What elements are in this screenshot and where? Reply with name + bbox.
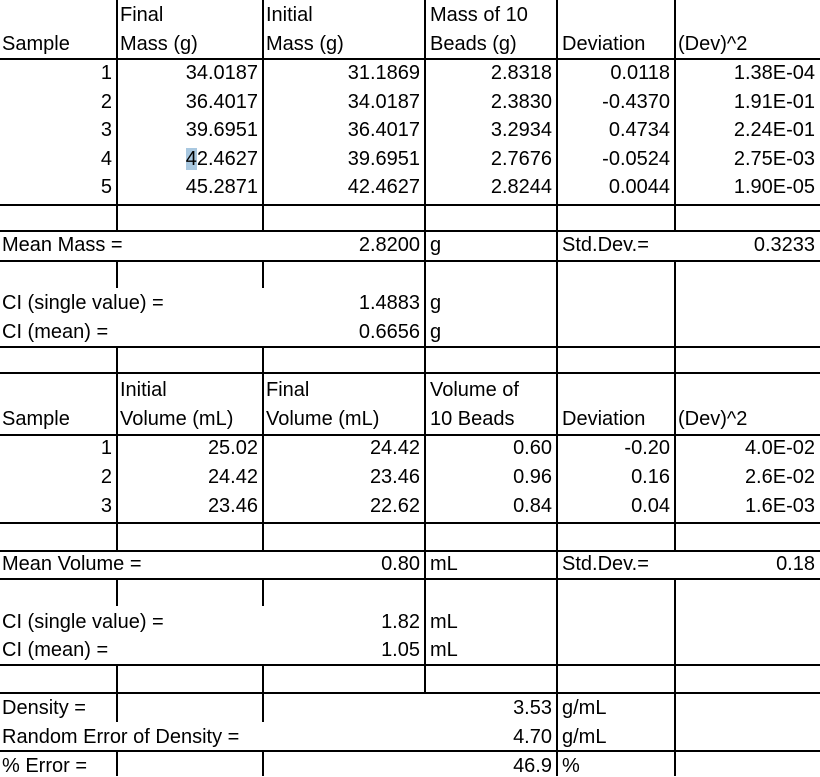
random-error-value[interactable]: 4.70: [513, 726, 552, 748]
mass-row-3-initial[interactable]: 36.4017: [347, 119, 420, 141]
volume-std-dev-value[interactable]: 0.18: [776, 553, 815, 575]
mass-row-1-dev2[interactable]: 1.38E-04: [733, 62, 815, 84]
grid-vline: [262, 204, 264, 230]
grid-vline: [424, 288, 426, 346]
vol-ci-mean-value[interactable]: 1.05: [381, 639, 420, 661]
grid-vline: [262, 664, 264, 692]
grid-vline: [556, 372, 558, 434]
mass-row-5-deviation[interactable]: 0.0044: [608, 176, 670, 198]
mass-std-dev-label: Std.Dev.=: [562, 234, 649, 256]
grid-hline: [0, 578, 820, 580]
text-selection-highlight: 4: [185, 148, 197, 170]
mass-initial-subheader: Mass (g): [266, 33, 344, 55]
grid-hline: [0, 664, 820, 666]
vol-row-3-initial[interactable]: 23.46: [207, 495, 258, 517]
mass-row-5-sample[interactable]: 5: [100, 176, 112, 198]
grid-vline: [556, 664, 558, 692]
vol-row-1-beads[interactable]: 0.60: [513, 437, 552, 459]
mass-row-5-beads[interactable]: 2.8244: [490, 176, 552, 198]
mean-mass-label: Mean Mass =: [2, 234, 123, 256]
mass-row-1-beads[interactable]: 2.8318: [490, 62, 552, 84]
mass-initial-header: Initial: [266, 4, 313, 26]
grid-hline: [0, 692, 820, 694]
vol-ci-single-unit: mL: [430, 611, 458, 633]
grid-vline: [116, 204, 118, 230]
mass-row-3-final[interactable]: 39.6951: [185, 119, 258, 141]
grid-vline: [116, 664, 118, 692]
mass-row-4-initial[interactable]: 39.6951: [347, 148, 420, 170]
vol-row-3-dev2[interactable]: 1.6E-03: [744, 495, 815, 517]
vol-row-3-final[interactable]: 22.62: [369, 495, 420, 517]
mass-std-dev-value[interactable]: 0.3233: [753, 234, 815, 256]
vol-row-2-final[interactable]: 23.46: [369, 466, 420, 488]
grid-vline: [424, 578, 426, 606]
grid-vline: [674, 372, 676, 434]
mass-row-4-sample[interactable]: 4: [100, 148, 112, 170]
mass-dev2-header: (Dev)^2: [678, 33, 748, 55]
grid-vline: [116, 372, 118, 434]
grid-vline: [674, 346, 676, 372]
vol-row-2-sample[interactable]: 2: [100, 466, 112, 488]
grid-hline: [0, 58, 820, 60]
grid-vline: [262, 522, 264, 550]
mass-final-subheader: Mass (g): [120, 33, 198, 55]
grid-hline: [0, 522, 820, 524]
grid-vline: [674, 606, 676, 664]
mass-beads-header: Mass of 10: [430, 4, 528, 26]
mass-row-3-sample[interactable]: 3: [100, 119, 112, 141]
mass-ci-single-unit: g: [430, 292, 442, 314]
vol-final-header: Final: [266, 379, 310, 401]
grid-vline: [116, 692, 118, 722]
vol-row-2-beads[interactable]: 0.96: [513, 466, 552, 488]
vol-final-subheader: Volume (mL): [266, 408, 380, 430]
vol-ci-single-label: CI (single value) =: [2, 611, 164, 633]
grid-vline: [556, 260, 558, 288]
mass-row-1-final[interactable]: 34.0187: [185, 62, 258, 84]
grid-vline: [424, 372, 426, 434]
grid-vline: [556, 578, 558, 606]
grid-vline: [556, 230, 558, 260]
grid-vline: [116, 0, 118, 58]
grid-vline: [674, 288, 676, 346]
grid-vline: [116, 522, 118, 550]
mass-beads-subheader: Beads (g): [430, 33, 517, 55]
density-unit: g/mL: [562, 697, 607, 719]
percent-error-value[interactable]: 46.9: [513, 755, 552, 777]
vol-row-2-dev2[interactable]: 2.6E-02: [744, 466, 815, 488]
grid-vline: [262, 0, 264, 60]
grid-vline: [424, 606, 426, 664]
vol-dev2-header: (Dev)^2: [678, 408, 748, 430]
grid-vline: [674, 522, 676, 550]
mass-row-3-beads[interactable]: 3.2934: [490, 119, 552, 141]
density-value[interactable]: 3.53: [513, 697, 552, 719]
vol-row-2-initial[interactable]: 24.42: [207, 466, 258, 488]
mean-mass-value[interactable]: 2.8200: [358, 234, 420, 256]
mass-row-2-final[interactable]: 36.4017: [185, 91, 258, 113]
mass-row-4-final[interactable]: 42.4627: [185, 148, 258, 170]
grid-vline: [424, 550, 426, 578]
mass-row-5-dev2[interactable]: 1.90E-05: [733, 176, 815, 198]
grid-hline: [0, 346, 820, 348]
percent-error-label: % Error =: [2, 755, 88, 777]
vol-beads-subheader: 10 Beads: [430, 408, 515, 430]
grid-vline: [262, 750, 264, 776]
grid-vline: [262, 346, 264, 372]
grid-vline: [116, 260, 118, 288]
grid-vline: [674, 260, 676, 288]
grid-vline: [674, 578, 676, 606]
grid-vline: [116, 346, 118, 372]
grid-vline: [674, 692, 676, 776]
grid-vline: [556, 346, 558, 372]
percent-error-unit: %: [562, 755, 580, 777]
mass-row-1-initial[interactable]: 31.1869: [347, 62, 420, 84]
mass-ci-single-label: CI (single value) =: [2, 292, 164, 314]
mass-row-2-dev2[interactable]: 1.91E-01: [733, 91, 815, 113]
grid-vline: [674, 664, 676, 692]
mass-row-2-sample[interactable]: 2: [100, 91, 112, 113]
random-error-label: Random Error of Density =: [2, 726, 240, 748]
vol-row-1-deviation[interactable]: -0.20: [624, 437, 670, 459]
grid-vline: [424, 260, 426, 288]
mass-row-2-initial[interactable]: 34.0187: [347, 91, 420, 113]
grid-vline: [424, 230, 426, 260]
random-error-unit: g/mL: [562, 726, 607, 748]
vol-ci-mean-unit: mL: [430, 639, 458, 661]
vol-row-1-final[interactable]: 24.42: [369, 437, 420, 459]
mass-ci-single-value[interactable]: 1.4883: [358, 292, 420, 314]
mass-row-3-deviation[interactable]: 0.4734: [608, 119, 670, 141]
grid-vline: [556, 550, 558, 578]
mass-final-header: Final: [120, 4, 164, 26]
grid-vline: [424, 204, 426, 230]
vol-row-1-initial[interactable]: 25.02: [207, 437, 258, 459]
grid-hline: [0, 550, 820, 552]
mass-row-2-beads[interactable]: 2.3830: [490, 91, 552, 113]
vol-row-3-sample[interactable]: 3: [100, 495, 112, 517]
mean-mass-unit: g: [430, 234, 442, 256]
vol-beads-header: Volume of: [430, 379, 519, 401]
vol-sample-header: Sample: [2, 408, 70, 430]
vol-row-2-deviation[interactable]: 0.16: [631, 466, 670, 488]
mass-ci-mean-unit: g: [430, 321, 442, 343]
grid-vline: [424, 522, 426, 550]
grid-vline: [674, 204, 676, 230]
grid-vline: [262, 692, 264, 722]
mass-row-5-final[interactable]: 45.2871: [185, 176, 258, 198]
grid-hline: [0, 372, 820, 374]
mass-row-3-dev2[interactable]: 2.24E-01: [733, 119, 815, 141]
grid-vline: [674, 0, 676, 60]
grid-hline: [0, 230, 820, 232]
vol-row-1-dev2[interactable]: 4.0E-02: [744, 437, 815, 459]
mass-ci-mean-label: CI (mean) =: [2, 321, 109, 343]
mass-row-2-deviation[interactable]: -0.4370: [602, 91, 670, 113]
grid-vline: [424, 664, 426, 692]
grid-vline: [116, 750, 118, 776]
vol-deviation-header: Deviation: [562, 408, 646, 430]
vol-row-1-sample[interactable]: 1: [100, 437, 112, 459]
grid-hline: [0, 434, 820, 436]
vol-initial-subheader: Volume (mL): [120, 408, 234, 430]
grid-vline: [262, 578, 264, 606]
mass-sample-header: Sample: [2, 33, 70, 55]
mass-row-1-deviation[interactable]: 0.0118: [610, 62, 670, 84]
mass-ci-mean-value[interactable]: 0.6656: [358, 321, 420, 343]
grid-vline: [424, 0, 426, 60]
grid-vline: [556, 0, 558, 60]
mass-row-5-initial[interactable]: 42.4627: [347, 176, 420, 198]
vol-ci-mean-label: CI (mean) =: [2, 639, 109, 661]
grid-vline: [556, 692, 558, 776]
vol-initial-header: Initial: [120, 379, 167, 401]
mass-row-4-deviation[interactable]: -0.0524: [602, 148, 670, 170]
grid-vline: [116, 578, 118, 606]
mean-volume-value[interactable]: 0.80: [381, 553, 420, 575]
vol-ci-single-value[interactable]: 1.82: [381, 611, 420, 633]
vol-row-3-deviation[interactable]: 0.04: [631, 495, 670, 517]
mean-volume-unit: mL: [430, 553, 458, 575]
mass-row-4-beads[interactable]: 2.7676: [490, 148, 552, 170]
mean-volume-label: Mean Volume =: [2, 553, 142, 575]
grid-vline: [556, 606, 558, 664]
grid-vline: [262, 372, 264, 434]
grid-vline: [424, 346, 426, 372]
volume-std-dev-label: Std.Dev.=: [562, 553, 649, 575]
mass-deviation-header: Deviation: [562, 33, 646, 55]
grid-vline: [556, 204, 558, 230]
vol-row-3-beads[interactable]: 0.84: [513, 495, 552, 517]
mass-row-4-dev2[interactable]: 2.75E-03: [733, 148, 815, 170]
density-label: Density =: [2, 697, 86, 719]
grid-hline: [0, 204, 820, 206]
grid-vline: [556, 288, 558, 346]
grid-vline: [556, 522, 558, 550]
mass-row-1-sample[interactable]: 1: [100, 62, 112, 84]
grid-vline: [262, 260, 264, 288]
grid-hline: [0, 260, 820, 262]
grid-hline: [0, 750, 820, 752]
